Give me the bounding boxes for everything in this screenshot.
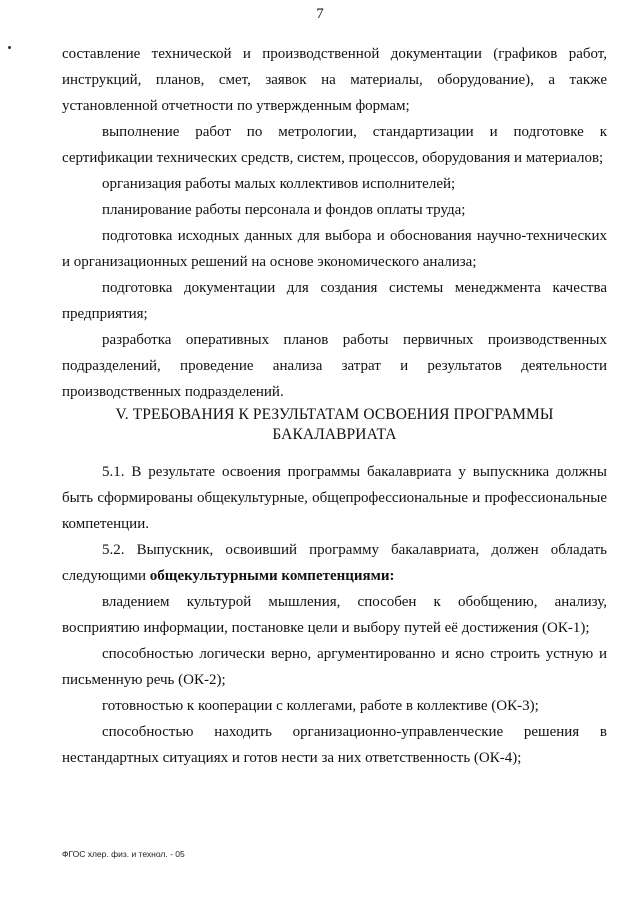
paragraph-1: составление технической и производственной документации (графиков работ, инструкций, планов, смет, заявок на материалы, оборудование), а также установленной отчетности по утвержденным формам; xyxy=(62,46,607,114)
paragraph-5-2-bold: общекультурными компетенциями: xyxy=(149,568,395,584)
section-heading xyxy=(62,405,607,445)
competency-ok-4: способностью находить организационно-управленческие решения в нестандартных ситуациях и готов нести за них ответственность (ОК-4); xyxy=(62,724,607,766)
paragraph-6: подготовка документации для создания системы менеджмента качества предприятия; xyxy=(62,280,607,322)
paragraph-5-1: 5.1. В результате освоения программы бакалавриата у выпускника должны быть сформированы общекультурные, общепрофессиональные и профессиональные компетенции. xyxy=(62,464,607,532)
competency-ok-3: готовностью к кооперации с коллегами, работе в коллективе (ОК-3); xyxy=(102,698,539,714)
paragraph-3: организация работы малых коллективов исполнителей; xyxy=(102,176,456,192)
paragraph-5: подготовка исходных данных для выбора и обоснования научно-технических и организационных решений на основе экономического анализа; xyxy=(62,228,607,270)
competency-ok-1: владением культурой мышления, способен к обобщению, анализу, восприятию информации, постановке цели и выбору путей её достижения (ОК-1); xyxy=(62,594,607,636)
paragraph-5-2-text: 5.2. Выпускник, освоивший программу бакалавриата, должен обладать следующими xyxy=(62,542,607,584)
page-footer: ФГОС хлер. физ. и технол. - 05 xyxy=(62,849,185,859)
document-body xyxy=(62,41,607,771)
section-heading-line2: БАКАЛАВРИАТА xyxy=(272,426,397,443)
scan-speck xyxy=(8,46,11,49)
section-heading-line1: V. ТРЕБОВАНИЯ К РЕЗУЛЬТАТАМ ОСВОЕНИЯ ПРОГРАММЫ xyxy=(115,406,554,423)
paragraph-5-2 xyxy=(62,537,607,589)
competency-ok-2: способностью логически верно, аргументированно и ясно строить устную и письменную речь (ОК-2); xyxy=(62,646,607,688)
paragraph-7: разработка оперативных планов работы первичных производственных подразделений, проведение анализа затрат и результатов деятельности производственных подразделений. xyxy=(62,332,607,400)
paragraph-4: планирование работы персонала и фондов оплаты труда; xyxy=(102,202,466,218)
paragraph-2: выполнение работ по метрологии, стандартизации и подготовке к сертификации технических средств, систем, процессов, оборудования и материалов; xyxy=(62,124,607,166)
page-number: 7 xyxy=(316,6,324,22)
